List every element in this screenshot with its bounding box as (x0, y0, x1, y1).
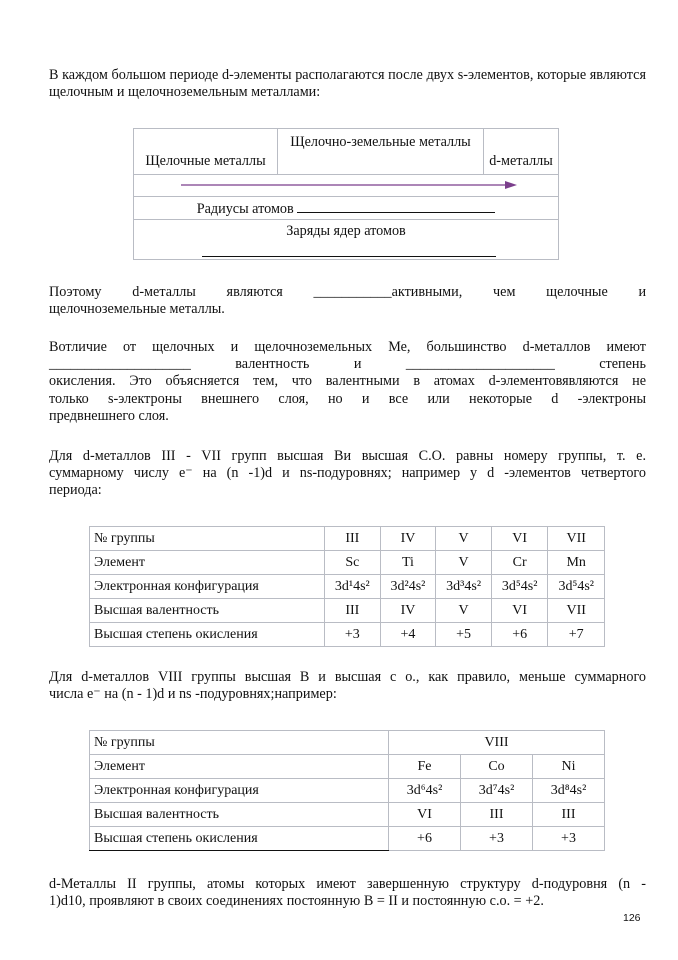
paragraph-valence-line2: ____________________ валентность и _____________________ степень (49, 356, 646, 372)
row-label: № группы (90, 731, 389, 755)
scheme-header-row (134, 129, 558, 175)
table-cell: III (533, 803, 605, 827)
row-label: Высшая степень окисления (90, 623, 325, 647)
table-cell: 3d¹4s² (325, 575, 381, 599)
table-cell: VI (491, 599, 548, 623)
table-row (90, 551, 605, 575)
table-row (90, 803, 605, 827)
table-cell: 3d⁵4s² (491, 575, 548, 599)
table-cell: VI (389, 803, 461, 827)
table-cell: Sc (325, 551, 381, 575)
direction-arrow-icon (181, 179, 517, 191)
table-cell: V (436, 551, 492, 575)
table-row (90, 779, 605, 803)
table-cell: V (436, 527, 492, 551)
table-cell: Ti (380, 551, 436, 575)
table-cell: VI (491, 527, 548, 551)
row-label: Элемент (90, 551, 325, 575)
group-viii-table (89, 730, 605, 851)
paragraph-valence-line1: Вотличие от щелочных и щелочноземельных Ме, большинство d-металлов имеют (49, 339, 646, 355)
table-cell: IV (380, 599, 436, 623)
table-cell: V (436, 599, 492, 623)
table-row (90, 575, 605, 599)
row-label: Высшая валентность (90, 803, 389, 827)
table-row (90, 731, 605, 755)
paragraph-groups-line2: суммарному числу e⁻ на (n -1)d и ns-подуровнях; например у d -элементов четвертого (49, 465, 646, 481)
table-cell: III (325, 527, 381, 551)
intro-paragraph: В каждом большом периоде d-элементы располагаются после двух s-элементов, которые являются щелочным и щелочноземельным металлами: (49, 67, 646, 100)
paragraph-valence-line3: окисления. Это объясняется тем, что валентными в атомах d-элементовявляются не (49, 373, 646, 389)
paragraph-groups-line1: Для d-металлов III - VII групп высшая Ви высшая С.О. равны номеру группы, т. е. (49, 448, 646, 464)
table-cell: 3d²4s² (380, 575, 436, 599)
table-cell: VII (548, 599, 605, 623)
atomic-radii-blank[interactable] (297, 199, 495, 213)
table-cell: +5 (436, 623, 492, 647)
table-row (90, 527, 605, 551)
table-row (90, 623, 605, 647)
table-cell: IV (380, 527, 436, 551)
table-cell: Cr (491, 551, 548, 575)
paragraph-activity-line1: Поэтому d-металлы являются ___________активными, чем щелочные и (49, 284, 647, 300)
table-cell: Fe (389, 755, 461, 779)
table-cell: +4 (380, 623, 436, 647)
paragraph-group2-line2: 1)d10, проявляют в своих соединениях постоянную В = II и постоянную с.о. = +2. (49, 893, 544, 909)
table-cell: +3 (533, 827, 605, 851)
row-label: Элемент (90, 755, 389, 779)
page-number: 126 (623, 912, 641, 924)
table-row (90, 827, 605, 851)
atomic-radii-label: Радиусы атомов (196, 201, 294, 217)
paragraph-valence-line5: предвнешнего слоя. (49, 408, 169, 424)
paragraph-group2-line1: d-Металлы II группы, атомы которых имеют завершенную структуру d-подуровня (n - (49, 876, 646, 892)
d-metals-cell: d-металлы (489, 153, 553, 169)
alkaline-earth-metals-cell: Щелочно-земельные металлы (278, 129, 484, 174)
table-cell: Co (461, 755, 533, 779)
table-row (90, 599, 605, 623)
groups-iii-vii-table (89, 526, 605, 647)
table-cell: Mn (548, 551, 605, 575)
row-label: Электронная конфигурация (90, 779, 389, 803)
table-cell: 3d⁶4s² (389, 779, 461, 803)
paragraph-groups-line3: периода: (49, 482, 102, 498)
table-cell: +3 (461, 827, 533, 851)
paragraph-activity-line2: щелочноземельные металлы. (49, 301, 225, 317)
table-cell: 3d⁸4s² (533, 779, 605, 803)
atomic-radii-row (134, 199, 558, 218)
table-cell: +3 (325, 623, 381, 647)
table-cell: 3d³4s² (436, 575, 492, 599)
table-cell: III (325, 599, 381, 623)
nuclear-charges-blank[interactable] (202, 256, 496, 257)
scheme-divider (134, 219, 558, 220)
table-cell: VIII (389, 731, 605, 755)
nuclear-charges-label: Заряды ядер атомов (286, 223, 406, 239)
row-label: Электронная конфигурация (90, 575, 325, 599)
table-cell: 3d⁷4s² (461, 779, 533, 803)
alkali-metals-cell: Щелочные металлы (134, 129, 278, 174)
table-row (90, 755, 605, 779)
row-label: Высшая степень окисления (90, 827, 389, 851)
paragraph-group8-line2: числа e⁻ на (n - 1)d и ns -подуровнях;например: (49, 686, 337, 702)
periodic-trend-scheme (133, 128, 559, 260)
table-cell: +7 (548, 623, 605, 647)
table-cell: VII (548, 527, 605, 551)
row-label: Высшая валентность (90, 599, 325, 623)
row-label: № группы (90, 527, 325, 551)
paragraph-group8-line1: Для d-металлов VIII группы высшая В и высшая с о., как правило, меньше суммарного (49, 669, 646, 685)
table-cell: III (461, 803, 533, 827)
table-cell: +6 (389, 827, 461, 851)
scheme-divider (134, 196, 558, 197)
table-cell: +6 (491, 623, 548, 647)
paragraph-valence-line4: только s-электроны внешнего слоя, но и все или некоторые d -электроны (49, 391, 646, 407)
table-cell: Ni (533, 755, 605, 779)
table-cell: 3d⁵4s² (548, 575, 605, 599)
